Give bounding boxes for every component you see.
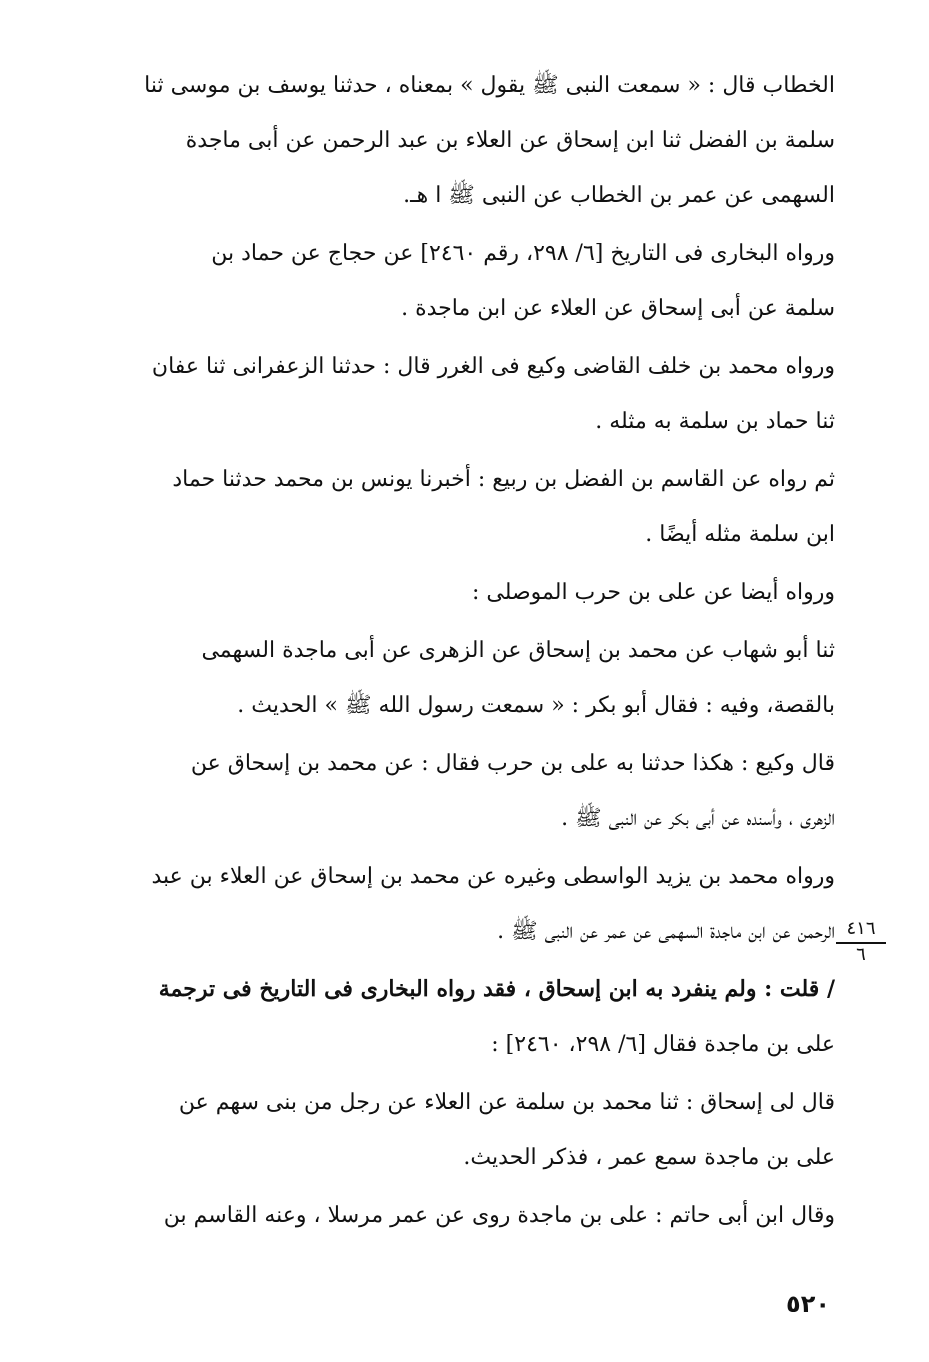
text-line: على بن ماجدة فقال [٦/ ٢٩٨، ٢٤٦٠] : (491, 1032, 835, 1057)
text-line: ورواه محمد بن خلف القاضى وكيع فى الغرر قال : حدثنا الزعفرانى ثنا عفان (151, 354, 835, 379)
margin-reference-page: ٤١٦ (846, 918, 876, 939)
text-line: سلمة عن أبى إسحاق عن العلاء عن ابن ماجدة . (401, 296, 835, 321)
text-line: قال لى إسحاق : ثنا محمد بن سلمة عن العلاء عن رجل من بنى سهم عن (178, 1090, 835, 1115)
text-line: بالقصة، وفيه : فقال أبو بكر : « سمعت رسول الله ﷺ » الحديث . (237, 693, 835, 718)
paragraph-8 (120, 849, 835, 960)
text-line: / قلت : ولم ينفرد به ابن إسحاق ، فقد رواه البخارى فى التاريخ فى ترجمة (158, 976, 835, 1002)
text-line: وقال ابن أبى حاتم : على بن ماجدة روى عن عمر مرسلا ، وعنه القاسم بن (163, 1203, 835, 1228)
text-line: سلمة بن الفضل ثنا ابن إسحاق عن العلاء بن عبد الرحمن عن أبى ماجدة (185, 128, 835, 153)
paragraph-6 (120, 623, 835, 734)
text-line: ثنا أبو شهاب عن محمد بن إسحاق عن الزهرى عن أبى ماجدة السهمى (201, 638, 835, 663)
paragraph-2 (120, 226, 835, 337)
text-line: الزهرى ، وأسنده عن أبى بكر عن النبى ﷺ . (561, 806, 835, 831)
text-line: ابن سلمة مثله أيضًا . (645, 522, 835, 547)
paragraph-1 (120, 58, 835, 224)
text-line: ثنا حماد بن سلمة به مثله . (595, 409, 835, 434)
paragraph-5 (120, 565, 835, 621)
text-line: ورواه البخارى فى التاريخ [٦/ ٢٩٨، رقم ٢٤٦٠] عن حجاج عن حماد بن (211, 241, 835, 266)
text-line: ثم رواه عن القاسم بن الفضل بن ربيع : أخبرنا يونس بن محمد حدثنا حماد (172, 467, 835, 492)
text-line: الخطاب قال : « سمعت النبى ﷺ يقول » بمعناه ، حدثنا يوسف بن موسى ثنا (144, 73, 835, 98)
paragraph-9 (120, 962, 835, 1073)
paragraph-7 (120, 736, 835, 847)
text-line: ورواه محمد بن يزيد الواسطى وغيره عن محمد بن إسحاق عن العلاء بن عبد (151, 864, 835, 889)
paragraph-3 (120, 339, 835, 450)
text-line: السهمى عن عمر بن الخطاب عن النبى ﷺ ا هـ. (403, 183, 835, 208)
main-text (120, 58, 835, 1246)
paragraph-4 (120, 452, 835, 563)
paragraph-10 (120, 1075, 835, 1186)
text-line: على بن ماجدة سمع عمر ، فذكر الحديث. (463, 1145, 835, 1170)
text-line: ورواه أيضا عن على بن حرب الموصلى : (471, 580, 835, 605)
margin-reference-volume: ٦ (856, 944, 866, 965)
text-line: الرحمن عن ابن ماجدة السهمى عن عمر عن النبى ﷺ . (497, 919, 835, 944)
page-number: ٥٢٠ (786, 1290, 830, 1318)
text-line: قال وكيع : هكذا حدثنا به على بن حرب فقال : عن محمد بن إسحاق عن (190, 751, 835, 776)
margin-reference (836, 918, 886, 964)
paragraph-11 (120, 1188, 835, 1244)
